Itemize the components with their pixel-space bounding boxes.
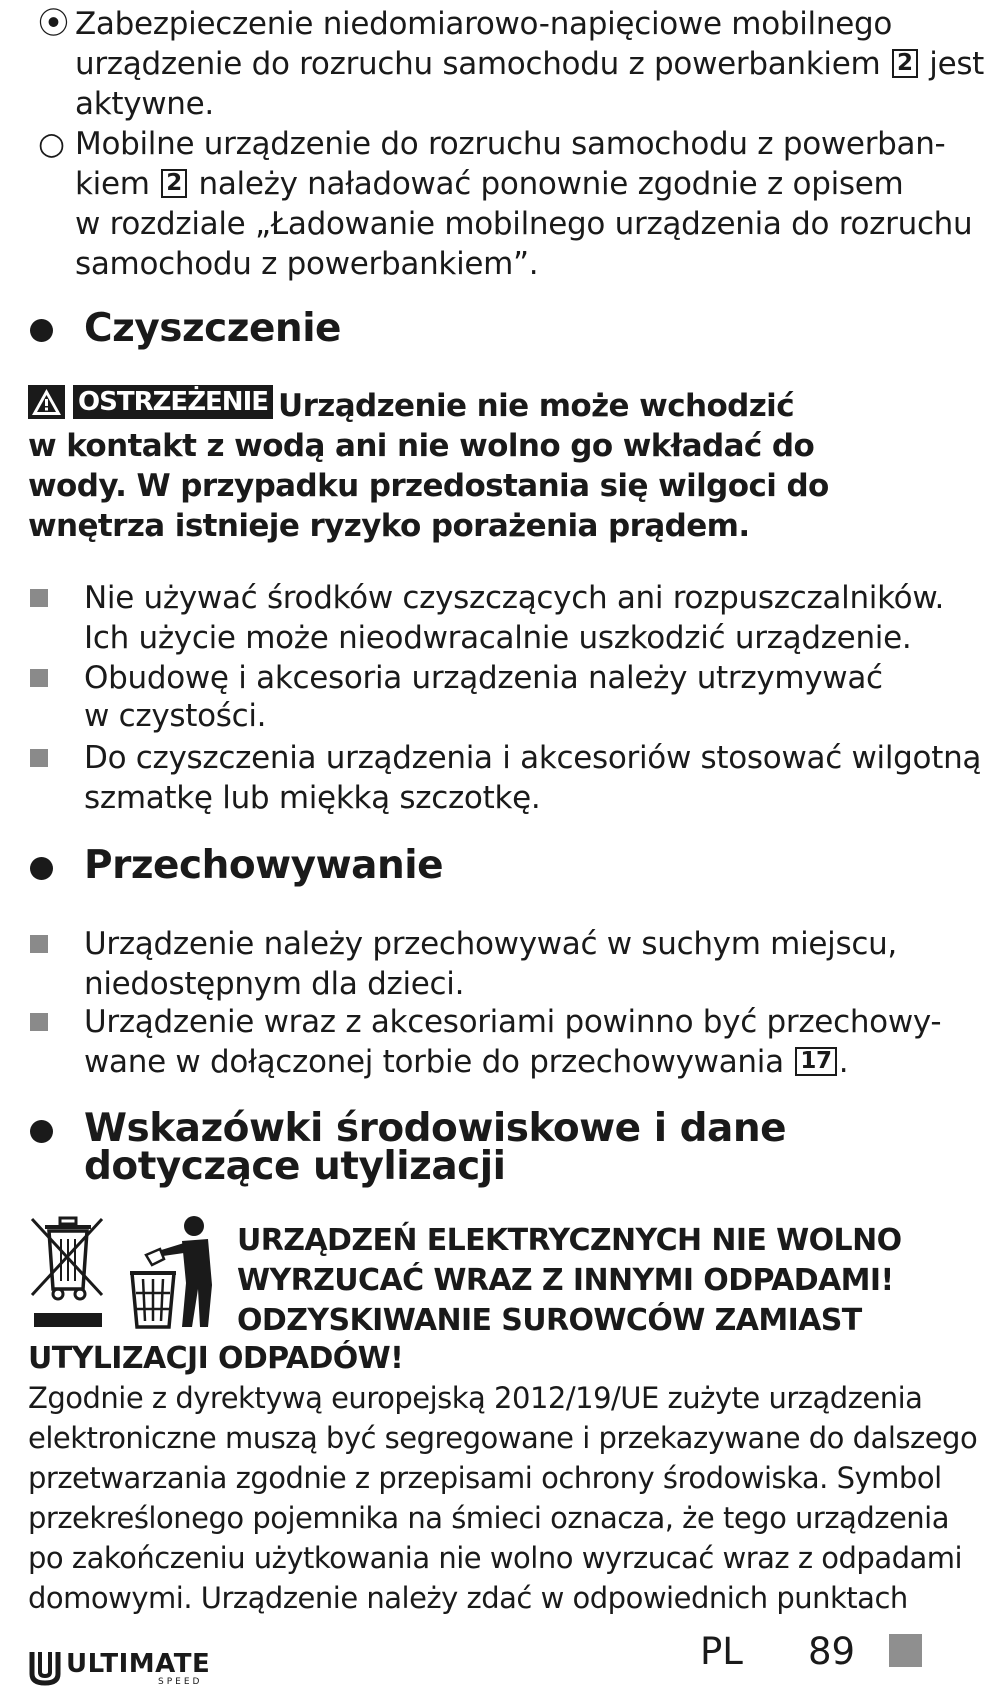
cleaning-item-3-line-2: szmatkę lub miękką szczotkę. <box>84 780 541 816</box>
list-bullet <box>30 749 48 767</box>
state-empty-line-4: samochodu z powerbankiem”. <box>75 246 539 282</box>
ref-box-17: 17 <box>795 1047 836 1076</box>
storage-item-1-line-2: niedostępnym dla dzieci. <box>84 966 465 1002</box>
state-icon-empty: ○ <box>38 126 65 162</box>
language-code: PL <box>700 1630 743 1673</box>
paragraph-line-4: przekreślonego pojemnika na śmieci oznacza, że tego urządzenia <box>28 1501 950 1535</box>
brand-subtitle: SPEED <box>158 1677 203 1687</box>
list-bullet <box>30 589 48 607</box>
state-active-line-2: urządzenie do rozruchu samochodu z powerbankiem 2 jest <box>75 46 984 82</box>
ref-box-2: 2 <box>161 169 187 198</box>
storage-item-2-line-1: Urządzenie wraz z akcesoriami powinno być przechowy- <box>84 1004 942 1040</box>
page-marker <box>889 1634 922 1667</box>
disposal-warning-line-1: URZĄDZEŃ ELEKTRYCZNYCH NIE WOLNO <box>237 1223 902 1258</box>
page-number: 89 <box>808 1630 856 1673</box>
cleaning-item-1-line-1: Nie używać środków czyszczących ani rozpuszczalników. <box>84 580 945 616</box>
state-active-line-1: Zabezpieczenie niedomiarowo-napięciowe mobilnego <box>75 6 893 42</box>
heading-bullet <box>30 319 53 342</box>
cleaning-item-2-line-1: Obudowę i akcesoria urządzenia należy utrzymywać <box>84 660 883 696</box>
disposal-warning-line-2: WYRZUCAĆ WRAZ Z INNYMI ODPADAMI! <box>237 1263 894 1298</box>
warning-label: OSTRZEŻENIE <box>73 385 273 419</box>
crossed-bin-icon <box>28 1215 108 1330</box>
state-empty-line-1: Mobilne urządzenie do rozruchu samochodu z powerban- <box>75 126 946 162</box>
heading-bullet <box>30 857 53 880</box>
paragraph-line-6: domowymi. Urządzenie należy zdać w odpowiednich punktach <box>28 1581 908 1615</box>
storage-item-2-line-2: wane w dołączonej torbie do przechowywania 17 . <box>84 1044 849 1080</box>
disposal-warning-line-3: ODZYSKIWANIE SUROWCÓW ZAMIAST <box>237 1303 862 1338</box>
cleaning-item-2-line-2: w czystości. <box>84 698 267 734</box>
recycle-person-icon <box>128 1215 218 1330</box>
heading-cleaning: Czyszczenie <box>84 306 342 351</box>
paragraph-line-2: elektroniczne muszą być segregowane i przekazywane do dalszego <box>28 1421 978 1455</box>
state-active-line-3: aktywne. <box>75 86 214 122</box>
paragraph-line-5: po zakończeniu użytkowania nie wolno wyrzucać wraz z odpadami <box>28 1541 963 1575</box>
paragraph-line-3: przetwarzania zgodnie z przepisami ochrony środowiska. Symbol <box>28 1461 942 1495</box>
state-empty-line-3: w rozdziale „Ładowanie mobilnego urządzenia do rozruchu <box>75 206 973 242</box>
ref-box-2: 2 <box>892 49 918 78</box>
warning-text-line-4: wnętrza istnieje ryzyko porażenia prądem. <box>28 508 750 544</box>
disposal-warning-line-4: UTYLIZACJI ODPADÓW! <box>28 1341 404 1376</box>
heading-bullet <box>30 1120 53 1143</box>
heading-storage: Przechowywanie <box>84 843 444 888</box>
brand-logo-icon <box>28 1650 62 1686</box>
warning-text-line-2: w kontakt z wodą ani nie wolno go wkładać do <box>28 428 815 464</box>
warning-text-line-3: wody. W przypadku przedostania się wilgoci do <box>28 468 829 504</box>
storage-item-1-line-1: Urządzenie należy przechowywać w suchym miejscu, <box>84 926 897 962</box>
list-bullet <box>30 1013 48 1031</box>
state-icon-active: ⦿ <box>38 6 69 42</box>
heading-environment-line-2: dotyczące utylizacji <box>84 1144 506 1189</box>
heading-environment-line-1: Wskazówki środowiskowe i dane <box>84 1106 787 1151</box>
cleaning-item-3-line-1: Do czyszczenia urządzenia i akcesoriów stosować wilgotną <box>84 740 982 776</box>
brand-name: ULTIMATE <box>66 1649 211 1679</box>
warning-text-line-1: Urządzenie nie może wchodzić <box>278 388 794 424</box>
warning-triangle-icon <box>28 385 65 419</box>
list-bullet <box>30 935 48 953</box>
list-bullet <box>30 669 48 687</box>
paragraph-line-1: Zgodnie z dyrektywą europejską 2012/19/UE zużyte urządzenia <box>28 1381 923 1415</box>
state-empty-line-2: kiem 2 należy naładować ponownie zgodnie z opisem <box>75 166 904 202</box>
cleaning-item-1-line-2: Ich użycie może nieodwracalnie uszkodzić urządzenie. <box>84 620 912 656</box>
